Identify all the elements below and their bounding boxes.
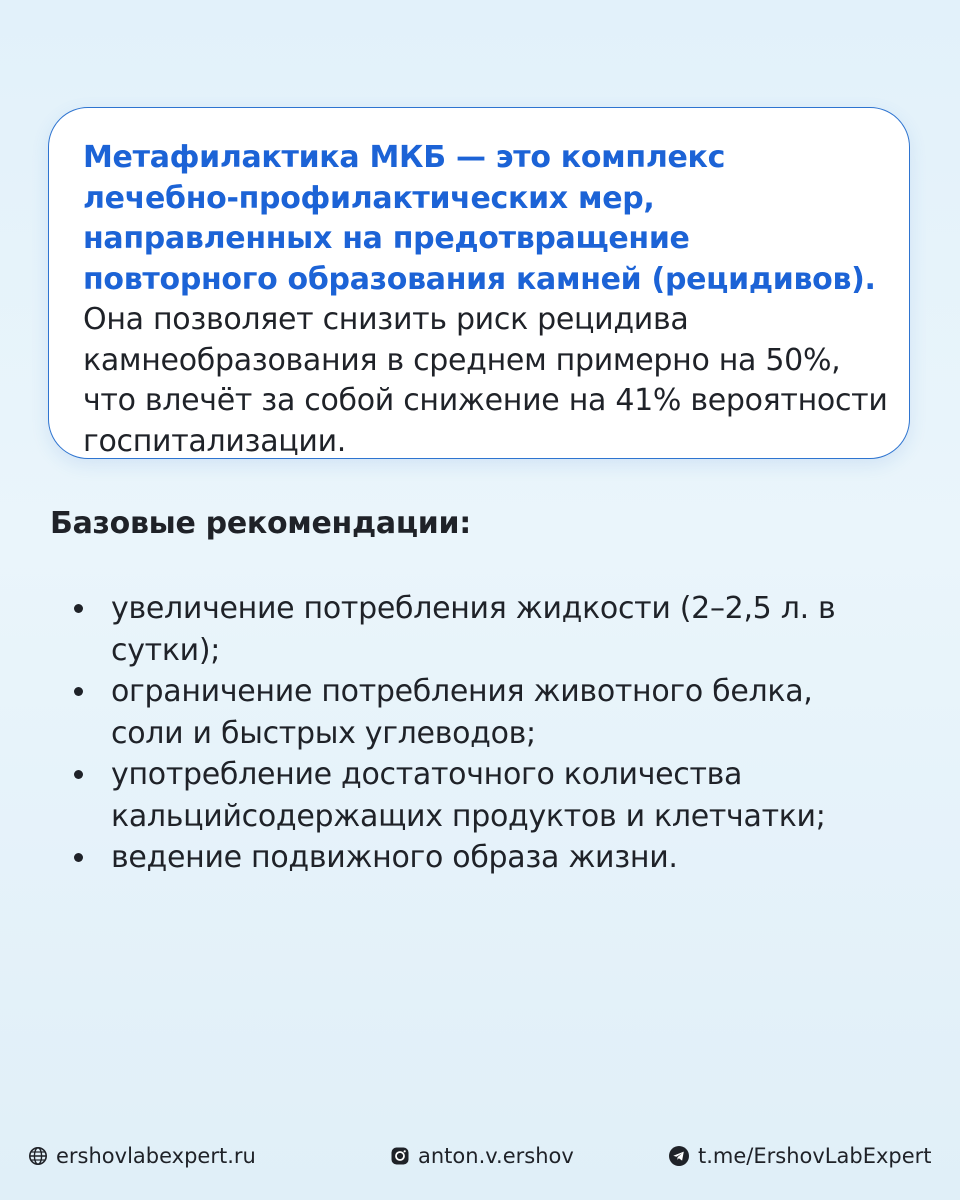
footer-instagram-link[interactable]	[390, 1144, 574, 1168]
globe-icon	[28, 1146, 48, 1166]
section-title: Базовые рекомендации:	[50, 506, 471, 541]
list-item	[74, 754, 874, 837]
footer	[0, 1144, 960, 1172]
list-item	[74, 588, 874, 671]
instagram-icon	[390, 1146, 410, 1166]
definition-highlight: Метафилактика МКБ — это комплекс лечебно-профилактических мер, направленных на предотвращение повторного образования камней (рецидивов).	[83, 140, 876, 297]
footer-website-text: ershovlabexpert.ru	[56, 1144, 256, 1168]
footer-telegram-link[interactable]	[668, 1144, 932, 1168]
footer-instagram-text: anton.v.ershov	[418, 1144, 574, 1168]
footer-website-link[interactable]	[28, 1144, 256, 1168]
list-item	[74, 837, 874, 879]
recommendations-list	[74, 588, 874, 879]
list-item-text: увеличение потребления жидкости (2–2,5 л. в сутки);	[111, 591, 836, 668]
definition-card	[48, 107, 910, 459]
bullet-icon	[74, 770, 83, 779]
list-item-text: ограничение потребления животного белка, соли и быстрых углеводов;	[111, 674, 813, 751]
telegram-icon	[668, 1145, 690, 1167]
list-item-text: ведение подвижного образа жизни.	[111, 840, 678, 875]
bullet-icon	[74, 687, 83, 696]
list-item-text: употребление достаточного количества кальцийсодержащих продуктов и клетчатки;	[111, 757, 826, 834]
footer-telegram-text: t.me/ErshovLabExpert	[698, 1144, 932, 1168]
definition-text	[83, 138, 889, 462]
list-item	[74, 671, 874, 754]
bullet-icon	[74, 604, 83, 613]
definition-body: Она позволяет снизить риск рецидива камнеобразования в среднем примерно на 50%, что влечёт за собой снижение на 41% вероятности госпитализации.	[83, 302, 888, 459]
bullet-icon	[74, 853, 83, 862]
